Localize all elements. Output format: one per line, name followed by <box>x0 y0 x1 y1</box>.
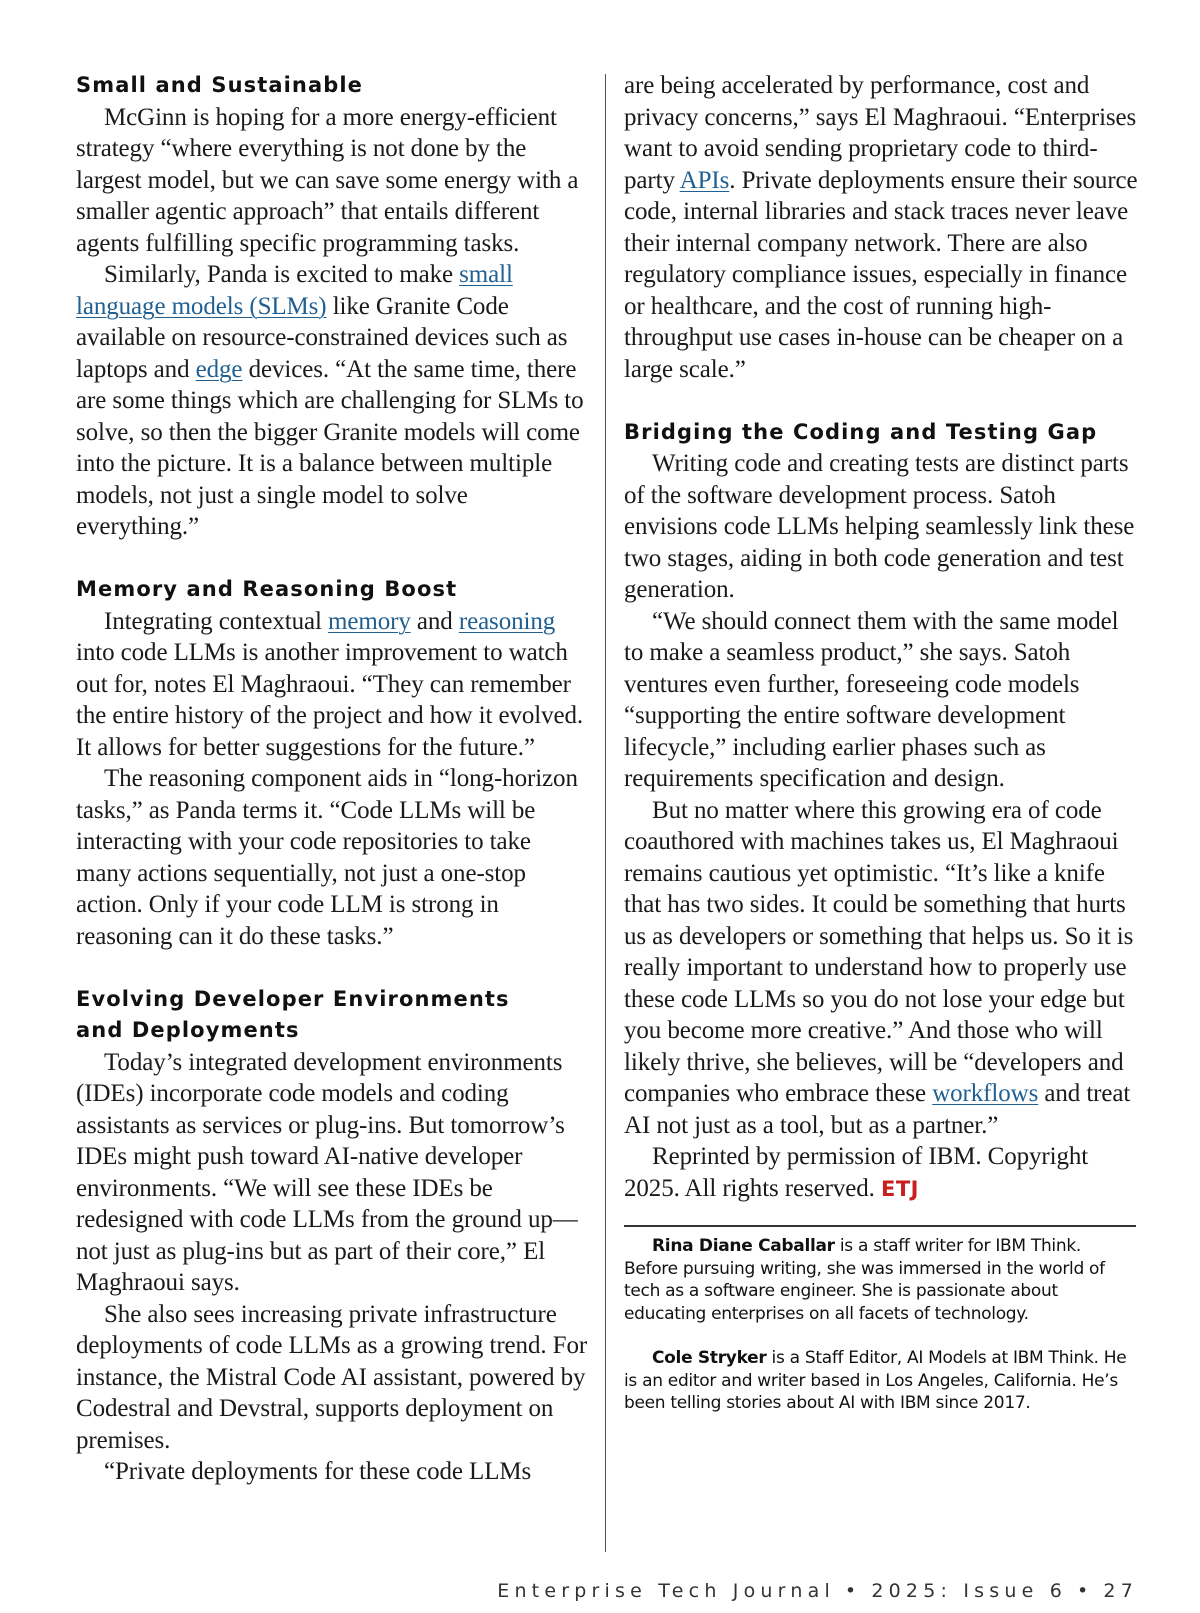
publication-name: Enterprise Tech Journal <box>497 1580 835 1602</box>
author-bio-text: is a Staff Editor, AI Models at IBM Think. He is an editor and writer based in Los Angeles, California. He’s been telling stories about AI with IBM since 2017. <box>624 1348 1127 1414</box>
footer-separator: • <box>844 1580 862 1602</box>
text-run: Similarly, Panda is excited to make <box>104 261 460 289</box>
paragraph: “Private deployments for these code LLMs <box>104 1458 532 1486</box>
section-heading-memory-reasoning: Memory and Reasoning Boost <box>76 577 458 602</box>
bio-divider <box>624 1225 1136 1227</box>
paragraph: “We should connect them with the same model to make a seamless product,” she says. Satoh ventures even further, foreseeing code models “supporting the entire software development lifecycle,” including earlier phases such as requirements specification and design. <box>624 607 1119 793</box>
author-bio-text: is a staff writer for IBM Think. Before pursuing writing, she was immersed in the world of tech as a software engineer. She is passionate about educating enterprises on all facets of technology. <box>624 1236 1105 1324</box>
paragraph <box>76 606 588 764</box>
text-run: are being accelerated by performance, cost and privacy concerns,” says El Maghraoui. “Enterprises want to avoid sending proprietary code to third-party <box>624 72 1137 194</box>
left-column <box>76 70 588 1488</box>
right-column <box>624 70 1138 1415</box>
author-name: Rina Diane Caballar <box>652 1236 835 1257</box>
paragraph: McGinn is hoping for a more energy-efficient strategy “where everything is not done by the largest model, but we can save some energy with a smaller agentic approach” that entails different agents fulfilling specific programming tasks. <box>76 103 579 257</box>
text-run: Reprinted by permission of IBM. Copyright 2025. All rights reserved. <box>624 1143 1089 1202</box>
paragraph: The reasoning component aids in “long-horizon tasks,” as Panda terms it. “Code LLMs will be interacting with your code repositories to take many actions sequentially, not just a one-stop action. Only if your code LLM is strong in reasoning can it do these tasks.” <box>76 765 578 950</box>
text-run: But no matter where this growing era of code coauthored with machines takes us, El Maghraoui remains cautious yet optimistic. “It’s like a knife that has two sides. It could be something that hurts us as developers or something that helps us. So it is really important to understand how to properly use these code LLMs so you do not lose your edge but you become more creative.” And those who will likely thrive, she believes, will be “developers and companies who embrace these <box>624 796 1134 1108</box>
text-run: . Private deployments ensure their source code, internal libraries and stack traces never leave their internal company network. There are also regulatory compliance issues, especially in finance or healthcare, and the cost of running high-throughput use cases in-house can be cheaper on a large scale.” <box>624 166 1138 383</box>
page-number: 27 <box>1103 1580 1138 1602</box>
author-name: Cole Stryker <box>652 1348 767 1369</box>
link-apis[interactable]: APIs <box>679 166 730 194</box>
link-reasoning[interactable]: reasoning <box>458 607 556 635</box>
paragraph: Today’s integrated development environments (IDEs) incorporate code models and coding assistants as services or plug-ins. But tomorrow’s IDEs might push toward AI-native developer environments. “We will see these IDEs be redesigned with code LLMs from the ground up—not just as plug-ins but as part of their core,” El Maghraoui says. <box>76 1048 578 1297</box>
page-footer <box>497 1580 1138 1602</box>
heading-line: and Deployments <box>76 1018 300 1043</box>
text-run: and treat AI not just as a tool, but as a partner.” <box>624 1080 1131 1139</box>
issue-label: 2025: Issue 6 <box>871 1580 1067 1602</box>
paragraph: Writing code and creating tests are distinct parts of the software development process. Satoh envisions code LLMs helping seamlessly link these two stages, aiding in both code generation and test generation. <box>624 450 1135 604</box>
heading-line: Evolving Developer Environments <box>76 986 510 1011</box>
section-heading-developer-environments <box>76 984 588 1047</box>
section-heading-small-sustainable: Small and Sustainable <box>76 73 364 97</box>
link-edge[interactable]: edge <box>195 355 243 383</box>
author-bio <box>624 1347 1138 1415</box>
text-run: into code LLMs is another improvement to watch out for, notes El Maghraoui. “They can remember the entire history of the project and how it evolved. It allows for better suggestions for the future.” <box>76 639 584 761</box>
link-workflows[interactable]: workflows <box>932 1080 1039 1108</box>
author-bio <box>624 1235 1138 1325</box>
paragraph <box>76 259 588 543</box>
etj-end-mark: ETJ <box>880 1176 919 1201</box>
text-run: like Granite Code available on resource-constrained devices such as laptops and <box>76 292 568 383</box>
text-run: Integrating contextual <box>104 607 329 635</box>
text-run: devices. “At the same time, there are some things which are challenging for SLMs to solve, so then the bigger Granite models will come into the picture. It is a balance between multiple models, not just a single model to solve everything.” <box>76 355 584 541</box>
footer-separator: • <box>1077 1580 1094 1602</box>
section-gap <box>624 385 1138 417</box>
section-heading-coding-testing-gap: Bridging the Coding and Testing Gap <box>624 419 1098 444</box>
link-small-language-models[interactable]: small language models (SLMs) <box>76 261 513 320</box>
section-gap <box>76 543 588 575</box>
text-run: and <box>410 607 459 635</box>
paragraph <box>624 795 1138 1142</box>
link-memory[interactable]: memory <box>328 607 411 635</box>
paragraph: She also sees increasing private infrastructure deployments of code LLMs as a growing trend. For instance, the Mistral Code AI assistant, powered by Codestral and Devstral, supports deployment on premises. <box>76 1300 588 1454</box>
section-gap <box>76 952 588 984</box>
paragraph-reprint-notice <box>624 1141 1138 1205</box>
bio-gap <box>624 1325 1138 1347</box>
paragraph-continuation <box>624 70 1138 385</box>
column-divider <box>605 74 606 1552</box>
